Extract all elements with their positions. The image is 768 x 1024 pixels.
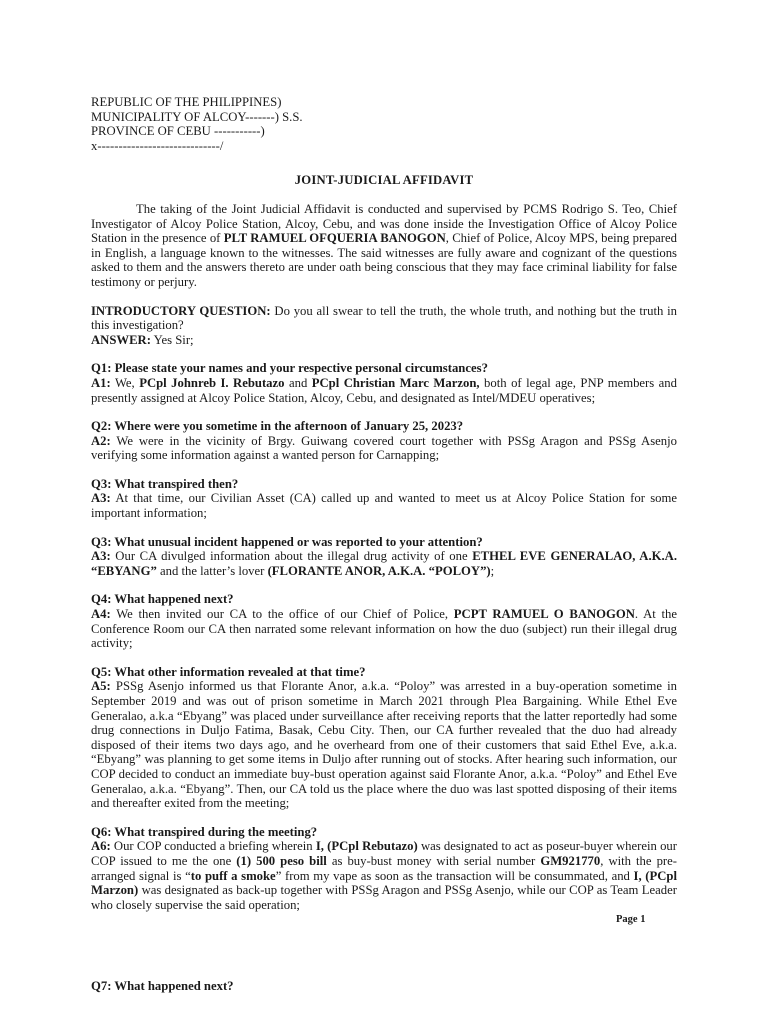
question-1: Q1: Please state your names and your respective personal circumstances? — [91, 361, 488, 376]
answer-3a-label: A3: — [91, 491, 111, 506]
question-7: Q7: What happened next? — [91, 979, 234, 993]
answer-4-text: . At the Conference Room our CA then narrated some relevant information on how the duo (subject) run their illegal drug activity; — [91, 607, 677, 651]
answer-6-label: A6: — [91, 839, 111, 854]
question-3a: Q3: What transpired then? — [91, 476, 239, 491]
qa-block-3a — [91, 477, 677, 521]
header-municipality: MUNICIPALITY OF ALCOY-------) S.S. — [91, 109, 303, 124]
answer-6-bold: I, (PCpl Marzon) — [91, 868, 678, 898]
answer-1-text: We, — [110, 375, 140, 390]
introductory-answer: Yes Sir; — [150, 332, 194, 347]
intro-text-2: , Chief of Police, Alcoy MPS, being prepared in English, a language known to the witnesses. The said witnesses are fully aware and cognizant of the questions asked to them and the answers thereto are under oath being conscious that they may face criminal liability for false testimony or perjury. — [91, 231, 678, 289]
answer-6-bold: I, (PCpl Rebutazo) — [315, 839, 418, 854]
question-3b: Q3: What unusual incident happened or was reported to your attention? — [91, 534, 483, 549]
answer-6-serial: GM921770 — [540, 853, 601, 868]
caption-header — [91, 95, 677, 153]
header-republic: REPUBLIC OF THE PHILIPPINES) — [91, 95, 282, 109]
document-title: JOINT-JUDICIAL AFFIDAVIT — [294, 173, 474, 188]
answer-6-text: as buy-bust money with serial number — [326, 853, 541, 868]
answer-4-text: We then invited our CA to the office of our Chief of Police, — [110, 607, 454, 622]
document-page — [91, 95, 677, 926]
answer-3b-subject-1: ETHEL EVE GENERALAO, A.K.A. “EBYANG” — [91, 549, 677, 578]
introductory-label: INTRODUCTORY QUESTION: — [91, 303, 271, 318]
answer-2-text: We were in the vicinity of Brgy. Guiwang covered court together with PSSg Aragon and PSSg Asenjo verifying some information against a wanted person for Carnapping; — [91, 433, 677, 463]
qa-block-5 — [91, 665, 677, 811]
header-divider: x-----------------------------/ — [91, 138, 224, 153]
answer-6-bold: (1) 500 peso bill — [236, 853, 327, 868]
qa-block-1 — [91, 361, 677, 405]
answer-3a-text: At that time, our Civilian Asset (CA) called up and wanted to meet us at Alcoy Police Station for some important information; — [91, 491, 677, 521]
intro-officer-name: PLT RAMUEL OFQUERIA BANOGON — [223, 231, 446, 246]
qa-block-6 — [91, 825, 677, 913]
introductory-question-block — [91, 304, 677, 348]
answer-2-label: A2: — [91, 433, 111, 448]
answer-1-name-1: PCpl Johnreb I. Rebutazo — [139, 375, 285, 390]
answer-1-name-2: PCpl Christian Marc Marzon, — [311, 375, 480, 390]
answer-label: ANSWER: — [91, 332, 151, 347]
introductory-question: Do you all swear to tell the truth, the whole truth, and nothing but the truth in this investigation? — [91, 303, 678, 333]
question-2: Q2: Where were you sometime in the afternoon of January 25, 2023? — [91, 419, 464, 434]
answer-6-text: ” from my vape as soon as the transaction will be consummated, and — [275, 868, 634, 883]
answer-1-text: both of legal age, PNP members and presently assigned at Alcoy Police Station, Alcoy, Cebu, and designated as Intel/MDEU operatives; — [91, 375, 677, 405]
header-province: PROVINCE OF CEBU -----------) — [91, 124, 265, 139]
answer-4-officer: PCPT RAMUEL O BANOGON — [453, 607, 635, 622]
answer-3b-subject-2: (FLORANTE ANOR, A.K.A. “POLOY”) — [267, 563, 491, 578]
answer-6-signal: to puff a smoke — [190, 868, 276, 883]
answer-3b-text: and the latter’s lover — [156, 563, 268, 578]
answer-4-label: A4: — [91, 607, 111, 622]
question-5: Q5: What other information revealed at that time? — [91, 664, 366, 679]
answer-6-text: was designated to act as poseur-buyer wherein our COP issued to me the one — [91, 839, 677, 868]
qa-block-2 — [91, 419, 677, 463]
question-4: Q4: What happened next? — [91, 592, 234, 607]
answer-6-text: , with the pre-arranged signal is “ — [91, 853, 677, 883]
answer-6-text: Our COP conducted a briefing wherein — [110, 839, 316, 854]
answer-6-text: was designated as back-up together with PSSg Aragon and PSSg Asenjo, while our COP as Team Leader who closely supervise the said operation; — [91, 883, 677, 912]
qa-block-3b — [91, 535, 677, 579]
intro-text-1: The taking of the Joint Judicial Affidavit is conducted and supervised by PCMS Rodrigo S. Teo, Chief Investigator of Alcoy Police Station, Alcoy, Cebu, and was done inside the Investigation Office of Alcoy Police Station in the presence of — [91, 201, 677, 246]
intro-paragraph — [91, 202, 677, 290]
answer-5-text: PSSg Asenjo informed us that Florante Anor, a.k.a. “Poloy” was arrested in a buy-operation sometime in September 2019 and was out of prison sometime in March 2021 through Plea Bargaining. While Ethel Eve Generalao, a.k.a “Ebyang” was placed under surveillance after receiving reports that the latter reportedly had some drug connections in Duljo Fatima, Basak, Cebu City. Then, our CA further revealed that the duo had already disposed of their items two days ago, and he overheard from one of their customers that said Ethel Eve, a.k.a. “Ebyang” was planning to get some items in Duljo after running out of stocks. After hearing such information, our COP decided to conduct an immediate buy-bust operation against said Florante Anor, a.k.a. “Poloy” and Ethel Eve Generalao, a.k.a. “Ebyang”. Then, our CA told us the place where the duo was last spotted disposing of their items and thereafter exited from the meeting; — [91, 679, 677, 811]
page-number: Page 1 — [616, 914, 646, 925]
answer-1-label: A1: — [91, 375, 111, 390]
qa-block-4 — [91, 592, 677, 650]
answer-3b-text: Our CA divulged information about the illegal drug activity of one — [110, 549, 473, 564]
answer-3b-label: A3: — [91, 549, 111, 564]
question-6: Q6: What transpired during the meeting? — [91, 824, 318, 839]
answer-3b-text: ; — [490, 563, 495, 578]
answer-1-text: and — [284, 375, 312, 390]
answer-5-label: A5: — [91, 679, 111, 694]
